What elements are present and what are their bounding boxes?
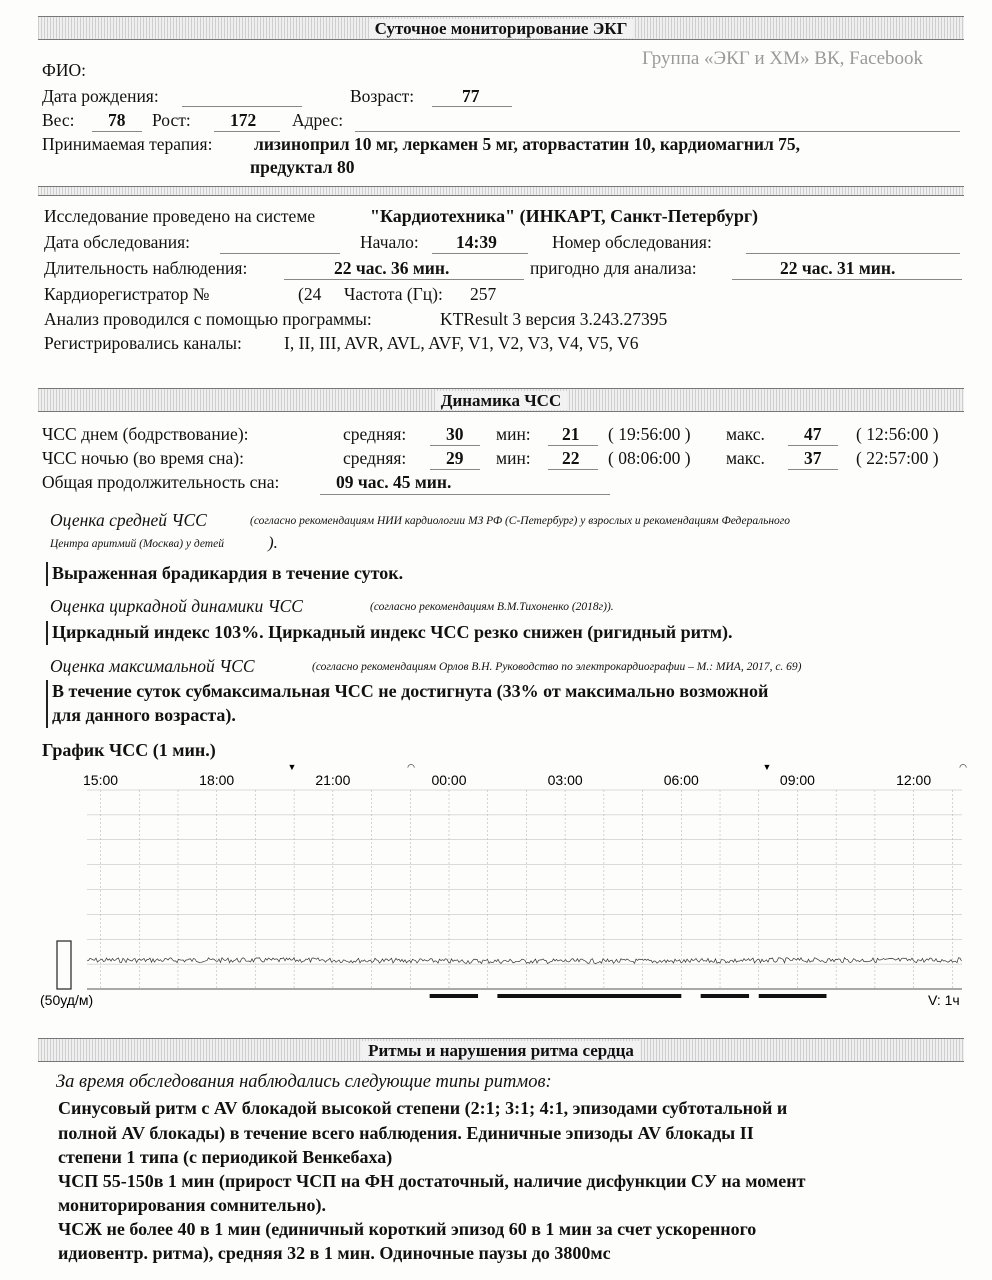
max-assessment-title: Оценка максимальной ЧСС — [50, 656, 255, 676]
hr-chart — [40, 760, 970, 1015]
height-label: Рост: — [152, 110, 191, 130]
dob-label: Дата рождения: — [42, 86, 159, 106]
avg-result: Выраженная брадикардия в течение суток. — [52, 563, 404, 583]
top-marker: ◠ — [959, 762, 967, 772]
hr-day-max-time: ( 12:56:00 ) — [856, 424, 939, 444]
x-tick-label: 18:00 — [199, 772, 235, 788]
height-value: 172 — [230, 110, 257, 130]
channels-label: Регистрировались каналы: — [44, 333, 242, 353]
top-marker: ▼ — [762, 762, 772, 772]
hr-night-min-label: мин: — [496, 448, 531, 468]
program-label: Анализ проводился с помощью программы: — [44, 309, 372, 329]
therapy-label: Принимаемая терапия: — [42, 134, 213, 154]
freq-value: 257 — [470, 284, 497, 304]
sleep-period-bar — [759, 994, 827, 998]
hr-night-min-time: ( 08:06:00 ) — [608, 448, 691, 468]
rhythm-line-3: степени 1 типа (с периодикой Венкебаха) — [58, 1147, 393, 1167]
hr-day-min: 21 — [562, 424, 580, 444]
circ-assessment-note: (согласно рекомендациям В.М.Тихоненко (2018г)). — [370, 601, 614, 613]
rhythm-line-2: полной AV блокады) в течение всего наблюдения. Единичные эпизоды AV блокады II — [58, 1123, 754, 1143]
circ-result: Циркадный индекс 103%. Циркадный индекс ЧСС резко снижен (ригидный ритм). — [52, 622, 733, 642]
avg-assessment-title: Оценка средней ЧСС — [50, 510, 207, 530]
avg-result-marker — [46, 562, 48, 586]
x-tick-label: 03:00 — [547, 772, 583, 788]
fio-label: ФИО: — [42, 60, 86, 80]
hr-day-avg-label: средняя: — [343, 424, 407, 444]
hr-night-min: 22 — [562, 448, 580, 468]
x-tick-label: 21:00 — [315, 772, 351, 788]
address-label: Адрес: — [292, 110, 344, 130]
top-marker: ◠ — [407, 762, 415, 772]
hr-night-avg: 29 — [446, 448, 464, 468]
age-value: 77 — [462, 86, 480, 106]
x-tick-label: 09:00 — [779, 772, 815, 788]
calibration-marker — [57, 941, 71, 989]
max-result-line-2: для данного возраста). — [52, 705, 236, 725]
system-label: Исследование проведено на системе — [44, 206, 316, 226]
chart-title: График ЧСС (1 мин.) — [42, 740, 216, 760]
rhythm-line-5: мониторирования сомнительно). — [58, 1195, 326, 1215]
x-tick-label: 00:00 — [431, 772, 467, 788]
duration-label: Длительность наблюдения: — [44, 258, 248, 278]
sleep-label: Общая продолжительность сна: — [42, 472, 280, 492]
system-value: "Кардиотехника" (ИНКАРТ, Санкт-Петербург) — [370, 206, 758, 226]
rhythm-line-4: ЧСП 55-150в 1 мин (прирост ЧСП на ФН достаточный, наличие дисфункции СУ на момент — [58, 1171, 806, 1191]
top-marker: ▼ — [287, 762, 297, 772]
hr-day-max-label: макс. — [726, 424, 765, 444]
avg-assessment-note-2: Центра аритмий (Москва) у детей — [50, 538, 224, 550]
age-label: Возраст: — [350, 86, 415, 106]
hr-night-max-label: макс. — [726, 448, 765, 468]
recorder-label: Кардиорегистратор № — [44, 284, 210, 304]
avg-assessment-note-end: ). — [268, 533, 278, 552]
x-tick-label: 12:00 — [896, 772, 932, 788]
rhythm-intro: За время обследования наблюдались следующие типы ритмов: — [56, 1072, 552, 1092]
max-assessment-note: (согласно рекомендациям Орлов В.Н. Руководство по электрокардиографии – М.: МИА, 2017, с. 69) — [312, 661, 802, 673]
usable-value: 22 час. 31 мин. — [780, 258, 896, 278]
speed-label: V: 1ч — [928, 992, 960, 1008]
divider-band — [38, 186, 964, 196]
rhythm-line-1: Синусовый ритм с AV блокадой высокой степени (2:1; 3:1; 4:1, эпизодами субтотальной и — [58, 1098, 788, 1118]
weight-label: Вес: — [42, 110, 75, 130]
sleep-period-bar — [497, 994, 681, 998]
recorder-value: (24 — [298, 284, 322, 304]
hr-day-label: ЧСС днем (бодрствование): — [42, 424, 249, 444]
y-scale-label: (50уд/м) — [40, 992, 94, 1008]
program-value: KTResult 3 версия 3.243.27395 — [440, 309, 668, 329]
start-value: 14:39 — [456, 232, 497, 252]
max-result-marker — [46, 680, 48, 728]
max-result-line-1: В течение суток субмаксимальная ЧСС не достигнута (33% от максимально возможной — [52, 681, 769, 701]
rhythm-line-6: ЧСЖ не более 40 в 1 мин (единичный короткий эпизод 60 в 1 мин за счет ускоренного — [58, 1219, 757, 1239]
channels-value: I, II, III, AVR, AVL, AVF, V1, V2, V3, V4, V5, V6 — [284, 333, 639, 353]
sleep-period-bar — [430, 994, 478, 998]
hr-night-max-time: ( 22:57:00 ) — [856, 448, 939, 468]
x-tick-label: 15:00 — [83, 772, 119, 788]
sleep-period-bar — [701, 994, 749, 998]
duration-value: 22 час. 36 мин. — [334, 258, 450, 278]
usable-label: пригодно для анализа: — [530, 258, 697, 278]
hr-night-max: 37 — [804, 448, 822, 468]
rhythm-band — [38, 1038, 964, 1062]
therapy-line-2: предуктал 80 — [250, 157, 355, 177]
hr-day-min-time: ( 19:56:00 ) — [608, 424, 691, 444]
start-label: Начало: — [360, 232, 419, 252]
watermark: Группа «ЭКГ и ХМ» ВК, Facebook — [642, 48, 924, 69]
date-label: Дата обследования: — [44, 232, 191, 252]
hr-day-max: 47 — [804, 424, 822, 444]
sleep-value: 09 час. 45 мин. — [336, 472, 452, 492]
hr-night-label: ЧСС ночью (во время сна): — [42, 448, 244, 468]
hr-day-min-label: мин: — [496, 424, 531, 444]
weight-value: 78 — [108, 110, 126, 130]
number-label: Номер обследования: — [552, 232, 712, 252]
page-title: Суточное мониторирование ЭКГ — [369, 19, 634, 38]
hr-section-title: Динамика ЧСС — [435, 391, 567, 410]
freq-label: Частота (Гц): — [344, 284, 443, 304]
avg-assessment-note-1: (согласно рекомендациям НИИ кардиологии МЗ РФ (С-Петербург) у взрослых и рекомендациям Федерального — [250, 515, 791, 527]
header-band — [38, 16, 964, 40]
hr-band — [38, 388, 964, 412]
hr-night-avg-label: средняя: — [343, 448, 407, 468]
rhythm-line-7: идиовентр. ритма), средняя 32 в 1 мин. Одиночные паузы до 3800мс — [58, 1243, 611, 1263]
hr-series-line — [87, 958, 962, 964]
therapy-line-1: лизиноприл 10 мг, леркамен 5 мг, аторвастатин 10, кардиомагнил 75, — [254, 134, 801, 154]
hr-day-avg: 30 — [446, 424, 464, 444]
rhythm-section-title: Ритмы и нарушения ритма сердца — [362, 1041, 640, 1060]
x-tick-label: 06:00 — [663, 772, 699, 788]
circ-assessment-title: Оценка циркадной динамики ЧСС — [50, 596, 303, 616]
circ-result-marker — [46, 621, 48, 645]
